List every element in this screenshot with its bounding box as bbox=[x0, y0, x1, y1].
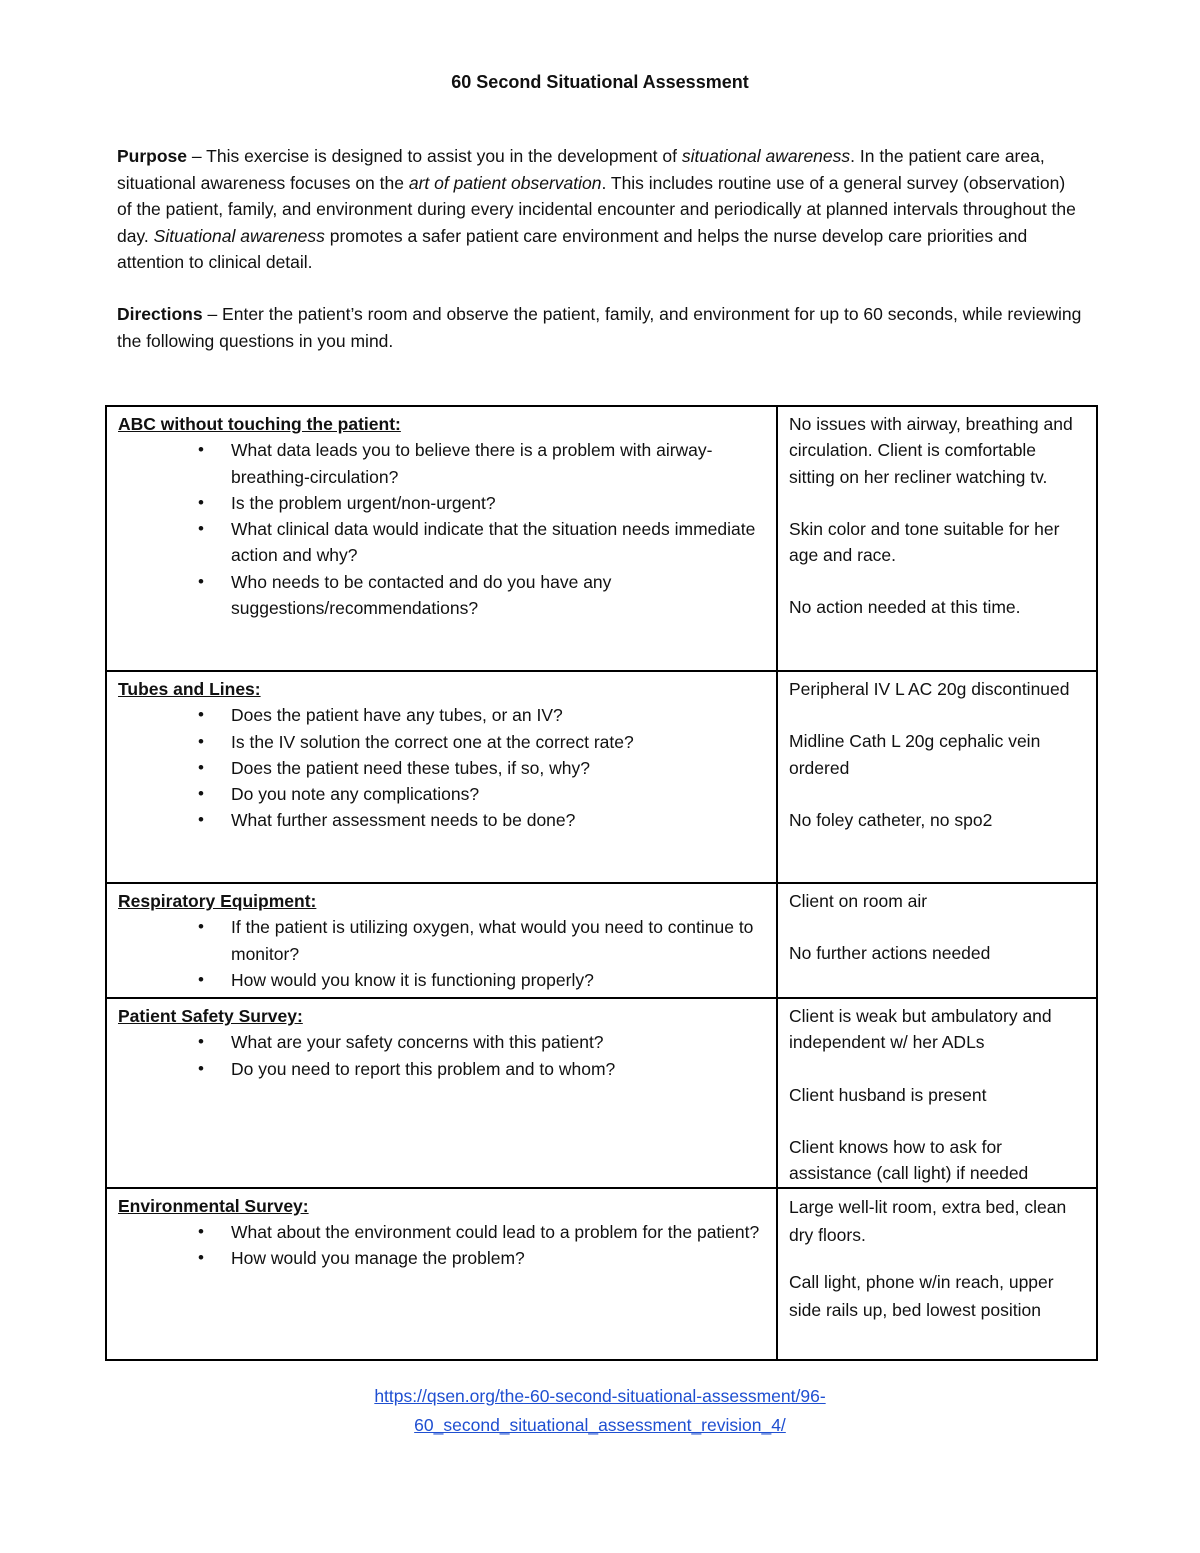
directions-paragraph bbox=[117, 301, 1082, 354]
table-row-respiratory bbox=[106, 883, 1097, 998]
list-item: • Does the patient need these tubes, if so, why? bbox=[118, 755, 766, 781]
answer-cell bbox=[777, 998, 1097, 1187]
question-cell bbox=[106, 406, 777, 671]
answer-cell bbox=[777, 1188, 1097, 1360]
directions-dash: – bbox=[202, 304, 223, 324]
purpose-emphasis-2: art of patient observation bbox=[408, 172, 602, 193]
answer-cell bbox=[777, 671, 1097, 883]
page-title: 60 Second Situational Assessment bbox=[451, 72, 749, 92]
section-title-tubes: Tubes and Lines: bbox=[118, 679, 261, 699]
list-item: • What are your safety concerns with this patient? bbox=[118, 1029, 766, 1055]
question-list bbox=[118, 702, 766, 833]
answer-text: Client husband is present bbox=[789, 1084, 987, 1105]
answer-text: Midline Cath L 20g cephalic vein ordered bbox=[789, 731, 1041, 778]
answer-text: No further actions needed bbox=[789, 943, 991, 964]
purpose-label: Purpose bbox=[117, 146, 188, 166]
question-cell bbox=[106, 671, 777, 883]
answer-text: Client knows how to ask for assistance (call light) if needed bbox=[789, 1137, 1029, 1184]
answer-text: No foley catheter, no spo2 bbox=[789, 809, 993, 830]
answer-text: No issues with airway, breathing and circulation. Client is comfortable sitting on her recliner watching tv. bbox=[789, 414, 1073, 487]
question-list bbox=[118, 437, 766, 621]
directions-label: Directions bbox=[117, 304, 203, 324]
answer-text: Large well-lit room, extra bed, clean dry floors. bbox=[789, 1196, 1067, 1246]
list-item: • What data leads you to believe there is a problem with airway-breathing-circulation? bbox=[118, 437, 766, 490]
table-row-environment bbox=[106, 1188, 1097, 1360]
list-item: • Who needs to be contacted and do you have any suggestions/recommendations? bbox=[118, 569, 766, 622]
question-list bbox=[118, 1219, 766, 1272]
source-link-line-2[interactable]: 60_second_situational_assessment_revision_4/ bbox=[414, 1415, 786, 1435]
answer-text: Call light, phone w/in reach, upper side rails up, bed lowest position bbox=[789, 1271, 1054, 1321]
question-list bbox=[118, 914, 766, 993]
section-title-environment: Environmental Survey: bbox=[118, 1195, 309, 1216]
purpose-text-4: promotes a safer patient care environment and helps the nurse develop care priorities and attention to clinical detail. bbox=[117, 225, 1028, 272]
question-list bbox=[118, 1029, 766, 1082]
list-item: • Does the patient have any tubes, or an IV? bbox=[118, 702, 766, 728]
section-title-safety: Patient Safety Survey: bbox=[118, 1006, 303, 1027]
directions-text: Enter the patient’s room and observe the patient, family, and environment for up to 60 seconds, while reviewing the following questions in you mind. bbox=[117, 304, 1082, 351]
answer-text: Client is weak but ambulatory and independent w/ her ADLs bbox=[789, 1006, 1052, 1053]
purpose-text-2: . In the patient care area, situational awareness focuses on the bbox=[117, 146, 1045, 193]
purpose-paragraph bbox=[117, 143, 1082, 276]
answer-cell bbox=[777, 406, 1097, 671]
list-item: • Do you need to report this problem and to whom? bbox=[118, 1056, 766, 1082]
list-item: • Do you note any complications? bbox=[118, 781, 766, 807]
purpose-text-1: This exercise is designed to assist you in the development of bbox=[206, 146, 682, 166]
list-item: • What about the environment could lead to a problem for the patient? bbox=[118, 1219, 766, 1245]
list-item: • Is the IV solution the correct one at the correct rate? bbox=[118, 729, 766, 755]
question-cell bbox=[106, 1188, 777, 1360]
table-row-abc bbox=[106, 406, 1097, 671]
table-row-safety bbox=[106, 998, 1097, 1187]
purpose-emphasis-3: Situational awareness bbox=[153, 225, 325, 246]
answer-text: Peripheral IV L AC 20g discontinued bbox=[789, 679, 1070, 699]
table-row-tubes bbox=[106, 671, 1097, 883]
question-cell bbox=[106, 998, 777, 1187]
purpose-emphasis-1: situational awareness bbox=[681, 146, 851, 166]
question-cell bbox=[106, 883, 777, 998]
section-title-abc: ABC without touching the patient: bbox=[118, 414, 401, 434]
section-title-respiratory: Respiratory Equipment: bbox=[118, 891, 317, 911]
answer-text: No action needed at this time. bbox=[789, 597, 1021, 618]
list-item: • If the patient is utilizing oxygen, what would you need to continue to monitor? bbox=[118, 914, 766, 967]
purpose-text-3: . This includes routine use of a general survey (observation) of the patient, family, and environment during every incidental encounter and periodically at planned intervals throughout the day. bbox=[117, 172, 1076, 246]
answer-text: Client on room air bbox=[789, 891, 928, 911]
source-link[interactable] bbox=[0, 1382, 1200, 1440]
assessment-table bbox=[105, 405, 1098, 1361]
list-item: • What clinical data would indicate that the situation needs immediate action and why? bbox=[118, 516, 766, 569]
purpose-dash: – bbox=[187, 146, 207, 166]
answer-cell bbox=[777, 883, 1097, 998]
answer-text: Skin color and tone suitable for her age and race. bbox=[789, 518, 1060, 566]
source-link-line-1[interactable]: https://qsen.org/the-60-second-situational-assessment/96- bbox=[374, 1386, 826, 1406]
list-item: • What further assessment needs to be done? bbox=[118, 807, 766, 833]
list-item: • Is the problem urgent/non-urgent? bbox=[118, 490, 766, 516]
list-item: • How would you know it is functioning properly? bbox=[118, 967, 766, 993]
list-item: • How would you manage the problem? bbox=[118, 1245, 766, 1271]
